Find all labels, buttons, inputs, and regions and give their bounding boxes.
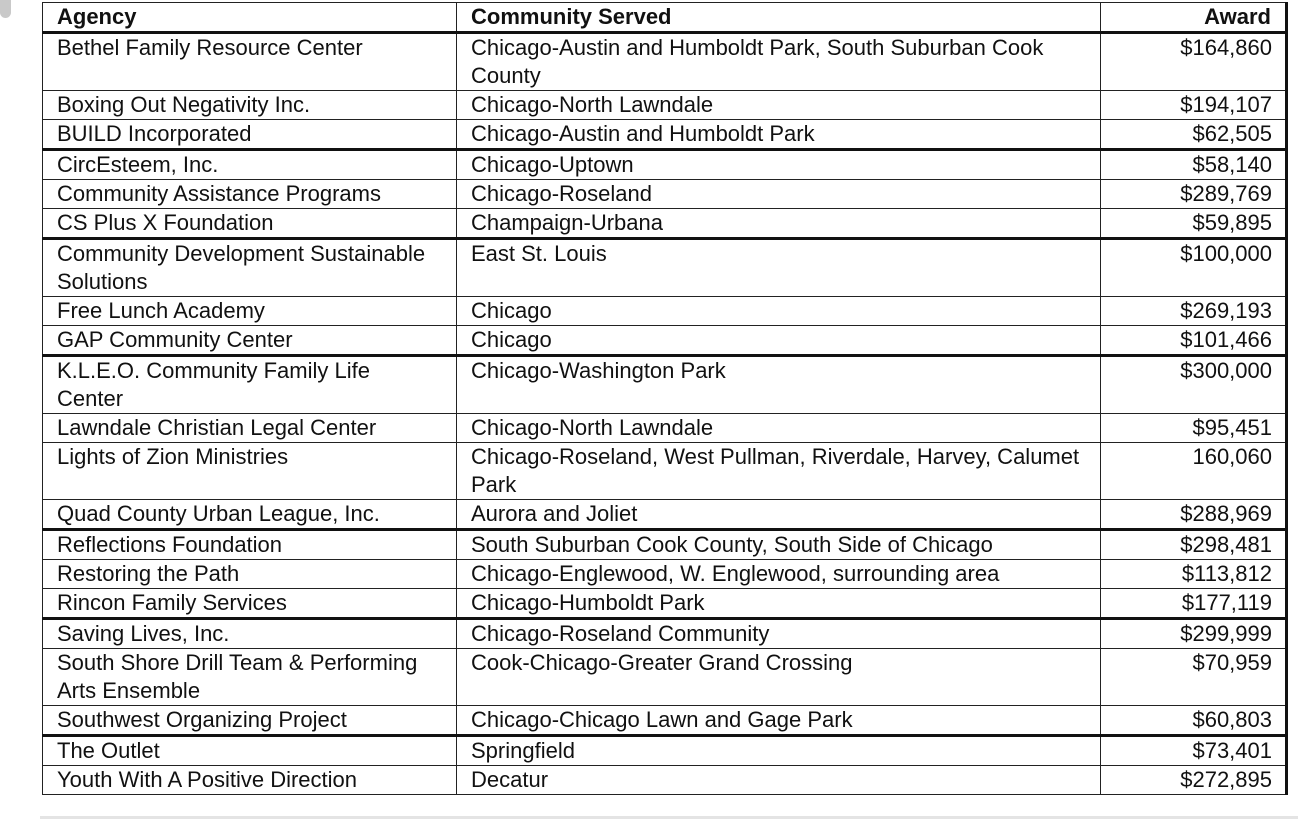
agency-cell: Boxing Out Negativity Inc. [43, 91, 457, 120]
community-cell: Chicago-North Lawndale [457, 414, 1101, 443]
award-cell: $300,000 [1101, 356, 1287, 414]
table-row [43, 560, 1287, 589]
community-cell: Chicago-Englewood, W. Englewood, surrounding area [457, 560, 1101, 589]
agency-cell: CS Plus X Foundation [43, 209, 457, 239]
award-cell: $298,481 [1101, 530, 1287, 560]
award-cell: $100,000 [1101, 239, 1287, 297]
table-row [43, 33, 1287, 91]
agency-cell: K.L.E.O. Community Family Life Center [43, 356, 457, 414]
award-cell: $59,895 [1101, 209, 1287, 239]
community-cell: Champaign-Urbana [457, 209, 1101, 239]
table-row [43, 356, 1287, 414]
award-cell: $194,107 [1101, 91, 1287, 120]
award-cell: $70,959 [1101, 649, 1287, 706]
table-row [43, 649, 1287, 706]
community-cell: South Suburban Cook County, South Side of Chicago [457, 530, 1101, 560]
community-cell: Chicago-Austin and Humboldt Park [457, 120, 1101, 150]
agency-cell: Restoring the Path [43, 560, 457, 589]
header-community-served: Community Served [457, 3, 1101, 33]
award-cell: $58,140 [1101, 150, 1287, 180]
header-award: Award [1101, 3, 1287, 33]
award-cell: $164,860 [1101, 33, 1287, 91]
agency-cell: Lights of Zion Ministries [43, 443, 457, 500]
table-row [43, 180, 1287, 209]
community-cell: Chicago [457, 297, 1101, 326]
community-cell: Aurora and Joliet [457, 500, 1101, 530]
table-row [43, 500, 1287, 530]
award-cell: $299,999 [1101, 619, 1287, 649]
community-cell: Chicago-Humboldt Park [457, 589, 1101, 619]
award-cell: $101,466 [1101, 326, 1287, 356]
table-row [43, 326, 1287, 356]
table-row [43, 706, 1287, 736]
page-edge-shadow [40, 816, 1298, 819]
agency-cell: Southwest Organizing Project [43, 706, 457, 736]
table-header-row [43, 3, 1287, 33]
award-cell: $269,193 [1101, 297, 1287, 326]
agency-cell: Saving Lives, Inc. [43, 619, 457, 649]
agency-cell: Reflections Foundation [43, 530, 457, 560]
community-cell: Chicago-Washington Park [457, 356, 1101, 414]
agency-cell: Quad County Urban League, Inc. [43, 500, 457, 530]
table-row [43, 297, 1287, 326]
table-row [43, 209, 1287, 239]
table-row [43, 736, 1287, 766]
agency-cell: The Outlet [43, 736, 457, 766]
table-row [43, 530, 1287, 560]
award-cell: $60,803 [1101, 706, 1287, 736]
community-cell: Chicago-North Lawndale [457, 91, 1101, 120]
community-cell: Chicago-Roseland [457, 180, 1101, 209]
table-row [43, 766, 1287, 795]
agency-cell: Free Lunch Academy [43, 297, 457, 326]
agency-cell: CircEsteem, Inc. [43, 150, 457, 180]
community-cell: Decatur [457, 766, 1101, 795]
community-cell: Chicago-Roseland Community [457, 619, 1101, 649]
award-cell: $289,769 [1101, 180, 1287, 209]
agency-cell: Community Development Sustainable Solutions [43, 239, 457, 297]
community-cell: East St. Louis [457, 239, 1101, 297]
award-cell: 160,060 [1101, 443, 1287, 500]
community-cell: Springfield [457, 736, 1101, 766]
table-row [43, 239, 1287, 297]
table-row [43, 91, 1287, 120]
award-cell: $62,505 [1101, 120, 1287, 150]
agency-cell: Bethel Family Resource Center [43, 33, 457, 91]
award-cell: $288,969 [1101, 500, 1287, 530]
agency-cell: Lawndale Christian Legal Center [43, 414, 457, 443]
scrollbar-thumb[interactable] [0, 0, 11, 18]
table-row [43, 414, 1287, 443]
agency-cell: Rincon Family Services [43, 589, 457, 619]
agency-cell: Youth With A Positive Direction [43, 766, 457, 795]
community-cell: Cook-Chicago-Greater Grand Crossing [457, 649, 1101, 706]
table-row [43, 443, 1287, 500]
grants-table [42, 2, 1288, 795]
award-cell: $113,812 [1101, 560, 1287, 589]
award-cell: $177,119 [1101, 589, 1287, 619]
community-cell: Chicago [457, 326, 1101, 356]
table-row [43, 150, 1287, 180]
agency-cell: South Shore Drill Team & Performing Arts Ensemble [43, 649, 457, 706]
agency-cell: BUILD Incorporated [43, 120, 457, 150]
table-row [43, 589, 1287, 619]
community-cell: Chicago-Uptown [457, 150, 1101, 180]
award-cell: $73,401 [1101, 736, 1287, 766]
award-cell: $95,451 [1101, 414, 1287, 443]
table-row [43, 619, 1287, 649]
community-cell: Chicago-Roseland, West Pullman, Riverdale, Harvey, Calumet Park [457, 443, 1101, 500]
table-row [43, 120, 1287, 150]
agency-cell: GAP Community Center [43, 326, 457, 356]
agency-cell: Community Assistance Programs [43, 180, 457, 209]
header-agency: Agency [43, 3, 457, 33]
community-cell: Chicago-Chicago Lawn and Gage Park [457, 706, 1101, 736]
community-cell: Chicago-Austin and Humboldt Park, South Suburban Cook County [457, 33, 1101, 91]
award-cell: $272,895 [1101, 766, 1287, 795]
